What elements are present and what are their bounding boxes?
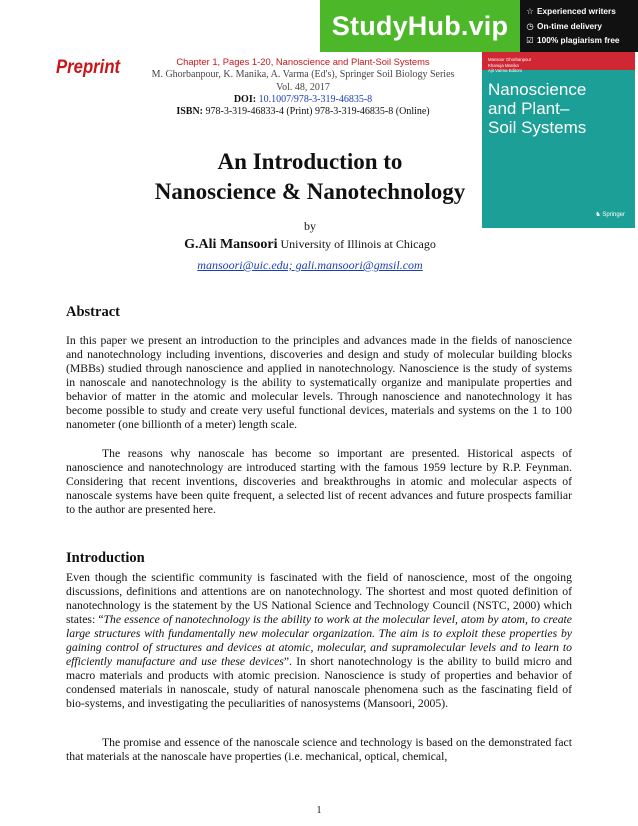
feature-list — [525, 4, 637, 48]
abstract-heading: Abstract — [66, 304, 120, 320]
abstract-paragraph-2: The reasons why nanoscale has become so important are presented. Historical aspects of nanoscience and nanotechnology are introduced starting with the famous 1959 lecture by R.P. Feynman. Considering that recent inventions, discoveries and breakthroughs in atomic and molecular aspects of nanoscale systems have been quite frequent, a selected list of recent advances and future prospects familiar to the author are presented here. — [66, 447, 572, 517]
isbn-label: ISBN: — [176, 106, 204, 117]
preprint-label: Preprint — [56, 57, 121, 78]
feature-text: Experienced writers — [537, 6, 616, 16]
checklist-icon: ☑ — [526, 35, 534, 45]
paper-title-line2: Nanoscience & Nanotechnology — [154, 179, 466, 204]
nstc-quote: The essence of nanotechnology is the ability to work at the molecular level, atom by atom, to create large structures with fundamentally new molecular organization. The aim is to exploit these properties by gaining control of structures and devices at atomic, molecular, and supramolecular levels and to learn to efficiently manufacture and use these devices — [66, 613, 572, 669]
doi-link[interactable]: 10.1007/978-3-319-46835-8 — [258, 94, 373, 105]
introduction-heading: Introduction — [66, 550, 145, 566]
feature-text: 100% plagiarism free — [537, 35, 620, 45]
doi-line — [120, 94, 486, 105]
author-name: G.Ali Mansoori — [184, 237, 278, 252]
editors-info: M. Ghorbanpour, K. Manika, A. Varma (Ed's), Springer Soil Biology Series — [151, 69, 455, 80]
byline: by — [304, 219, 316, 233]
feature-item — [525, 33, 637, 48]
springer-horse-icon: ♞ — [595, 212, 601, 218]
feature-text: On-time delivery — [537, 20, 603, 31]
author-emails[interactable]: mansoori@uic.edu; gali.mansoori@gmsil.com — [197, 258, 423, 272]
feature-item — [525, 19, 637, 34]
volume-info: Vol. 48, 2017 — [276, 82, 330, 93]
isbn-line — [120, 106, 486, 117]
isbn-value: 978-3-319-46833-4 (Print) 978-3-319-46835-8 (Online) — [205, 106, 430, 117]
clock-icon: ◷ — [526, 20, 534, 31]
author-affiliation: University of Illinois at Chicago — [280, 237, 436, 251]
introduction-paragraph-2: The promise and essence of the nanoscale science and technology is based on the demonstrated fact that materials at the nanoscale have properties (i.e. mechanical, optical, chemical, — [66, 736, 572, 764]
feature-item — [525, 4, 637, 19]
promo-banner[interactable] — [320, 0, 638, 52]
author-line — [40, 237, 580, 253]
star-icon: ☆ — [526, 6, 534, 16]
page-number: 1 — [316, 805, 322, 816]
cover-title: Nanoscience and Plant– Soil Systems — [488, 80, 587, 137]
chapter-info: Chapter 1, Pages 1-20, Nanoscience and Plant-Soil Systems — [176, 56, 430, 67]
abstract-paragraph-1: In this paper we present an introduction to the principles and advances made in the fields of nanoscience and nanotechnology including inventions, discoveries and design and study of molecular building blocks (MBBs) studied through nanoscience and applied in nanotechnology. Nanoscience is the study of systems in nanoscale and nanotechnology is the ability to systematically organize and manipulate properties and behavior of matter in the atomic and molecular levels. Through nanoscience and nanotechnology it has become possible to study and create very useful functional devices, materials and systems on the 1 to 100 nanometer (one billionth of a meter) length scale. — [66, 334, 572, 432]
publisher-logo: ♞ Springer — [595, 212, 625, 218]
paper-title-line1: An Introduction to — [217, 149, 403, 174]
cover-editors: Mansoor Ghorbanpour Khanuja Manika Ajit Varma Editors — [488, 57, 532, 74]
brand-logo[interactable]: StudyHub.vip — [320, 0, 520, 52]
doi-label: DOI: — [233, 94, 257, 105]
introduction-paragraph-1: Even though the scientific community is fascinated with the field of nanoscience, most of the ongoing discussions, definitions and attentions are on nanotechnology. The shortest and most quoted definition of nanotechnology is the statement by the US National Science and Technology Council (NSTC, 2000) which states: “The essence of nanotechnology is the ability to work at the molecular level, atom by atom, to create large structures with fundamentally new molecular organization. The aim is to exploit these properties by gaining control of structures and devices at atomic, molecular, and supramolecular levels and to learn to efficiently manufacture and use these devices”. In short nanotechnology is the ability to build micro and macro materials and products with atomic precision. Nanoscience is study of properties and behavior of condensed materials in nanoscale, study of natural nanoscale phenomena such as the fascinating field of bio-systems, and investigating the peculiarities of nanosystems (Mansoori, 2005). — [66, 571, 573, 711]
